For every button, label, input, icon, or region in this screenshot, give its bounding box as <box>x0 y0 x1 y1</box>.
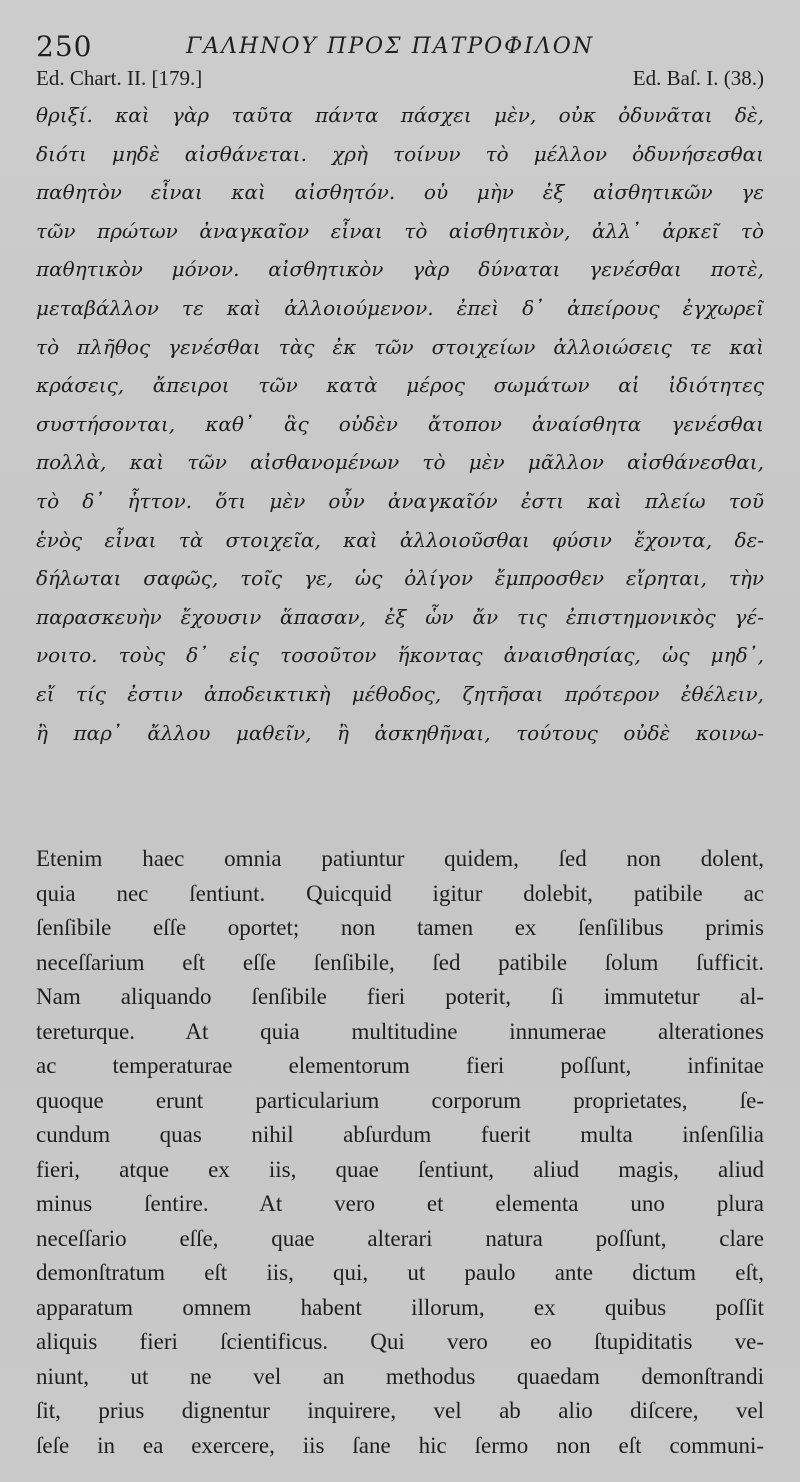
page-number: 250 <box>36 30 93 63</box>
latin-text-line: fieri, atque ex iis, quae ſentiunt, aliud magis, aliud <box>36 1156 764 1182</box>
latin-text-line: ſeſe in ea exercere, iis ſane hic ſermo non eſt communi- <box>36 1432 764 1458</box>
latin-text-line: aliquis fieri ſcientificus. Qui vero eo ſtupiditatis ve- <box>36 1329 764 1355</box>
greek-text-line: τῶν πρώτων ἀναγκαῖον εἶναι τὸ αἰσθητικὸν, ἀλλ᾽ ἀρκεῖ τὸ <box>36 218 764 243</box>
greek-text-line: εἴ τίς ἐστιν ἀποδεικτικὴ μέθοδος, ζητῆσαι πρότερον ἐθέλειν, <box>36 681 764 706</box>
latin-text-line: neceſſarium eſt eſſe ſenſibile, ſed patibile ſolum ſufficit. <box>36 949 764 975</box>
latin-text-line: ſenſibile eſſe oportet; non tamen ex ſenſilibus primis <box>36 915 764 941</box>
edition-reference-chart: Ed. Chart. II. [179.] <box>36 66 203 90</box>
latin-text-line: apparatum omnem habent illorum, ex quibus poſſit <box>36 1294 764 1320</box>
greek-text-line: μεταβάλλον τε καὶ ἀλλοιούμενον. ἐπεὶ δ᾽ ἀπείρους ἐγχωρεῖ <box>36 295 764 320</box>
greek-text-line: τὸ πλῆθος γενέσθαι τὰς ἐκ τῶν στοιχείων ἀλλοιώσεις τε καὶ <box>36 334 764 359</box>
latin-text-line: minus ſentire. At vero et elementa uno plura <box>36 1191 764 1217</box>
greek-text-line: πολλὰ, καὶ τῶν αἰσθανομένων τὸ μὲν μᾶλλον αἰσθάνεσθαι, <box>36 450 764 475</box>
greek-text-line: νοιτο. τοὺς δ᾽ εἰς τοσοῦτον ἥκοντας ἀναισθησίας, ὡς μηδ᾽, <box>36 643 764 668</box>
latin-text-line: demonſtratum eſt iis, qui, ut paulo ante dictum eſt, <box>36 1260 764 1286</box>
latin-text-line: tereturque. At quia multitudine innumerae alterationes <box>36 1018 764 1044</box>
latin-text-block <box>36 842 764 1463</box>
latin-text-line: quia nec ſentiunt. Quicquid igitur dolebit, patibile ac <box>36 880 764 906</box>
greek-text-line: τὸ δ᾽ ἧττον. ὅτι μὲν οὖν ἀναγκαῖόν ἐστι καὶ πλείω τοῦ <box>36 488 764 513</box>
latin-text-line: ſit, prius dignentur inquirere, vel ab alio diſcere, vel <box>36 1398 764 1424</box>
greek-text-line: δήλωται σαφῶς, τοῖς γε, ὡς ὀλίγον ἔμπροσθεν εἴρηται, τὴν <box>36 566 764 591</box>
greek-text-line: θριξί. καὶ γὰρ ταῦτα πάντα πάσχει μὲν, οὐκ ὀδυνᾶται δὲ, <box>36 103 764 127</box>
latin-text-line: Etenim haec omnia patiuntur quidem, ſed non dolent, <box>36 846 764 872</box>
running-head <box>36 22 764 62</box>
latin-text-line: neceſſario eſſe, quae alterari natura poſſunt, clare <box>36 1225 764 1251</box>
greek-text-line: ἢ παρ᾽ ἄλλου μαθεῖν, ἢ ἀσκηθῆναι, τούτους οὐδὲ κοινω- <box>36 720 764 745</box>
latin-text-line: cundum quas nihil abſurdum fuerit multa inſenſilia <box>36 1122 764 1148</box>
greek-text-line: παρασκευὴν ἔχουσιν ἅπασαν, ἐξ ὧν ἄν τις ἐπιστημονικὸς γέ- <box>36 604 764 629</box>
latin-text-line: Nam aliquando ſenſibile fieri poterit, ſi immutetur al- <box>36 984 764 1010</box>
greek-text-line: κράσεις, ἄπειροι τῶν κατὰ μέρος σωμάτων αἱ ἰδιότητες <box>36 373 764 398</box>
running-title: ΓΑΛΗΝΟΥ ΠΡΟΣ ΠΑΤΡΟΦΙΛΟΝ <box>186 34 595 59</box>
latin-text-line: quoque erunt particularium corporum proprietates, ſe- <box>36 1087 764 1113</box>
greek-text-line: διότι μηδὲ αἰσθάνεται. χρὴ τοίνυν τὸ μέλλον ὀδυνήσεσθαι <box>36 141 764 166</box>
edition-references <box>36 62 764 96</box>
latin-text-line: ac temperaturae elementorum fieri poſſunt, infinitae <box>36 1053 764 1079</box>
greek-text-line: παθητὸν εἶναι καὶ αἰσθητόν. οὐ μὴν ἐξ αἰσθητικῶν γε <box>36 180 764 205</box>
greek-text-line: συστήσονται, καθ᾽ ἃς οὐδὲν ἄτοπον ἀναίσθητα γενέσθαι <box>36 411 764 436</box>
greek-text-block <box>36 96 764 752</box>
latin-text-line: niunt, ut ne vel an methodus quaedam demonſtrandi <box>36 1363 764 1389</box>
greek-text-line: ἑνὸς εἶναι τὰ στοιχεῖα, καὶ ἀλλοιοῦσθαι φύσιν ἔχοντα, δε- <box>36 527 764 552</box>
edition-reference-basel: Ed. Baſ. I. (38.) <box>632 66 764 90</box>
greek-text-line: παθητικὸν μόνον. αἰσθητικὸν γὰρ δύναται γενέσθαι ποτὲ, <box>36 257 764 282</box>
